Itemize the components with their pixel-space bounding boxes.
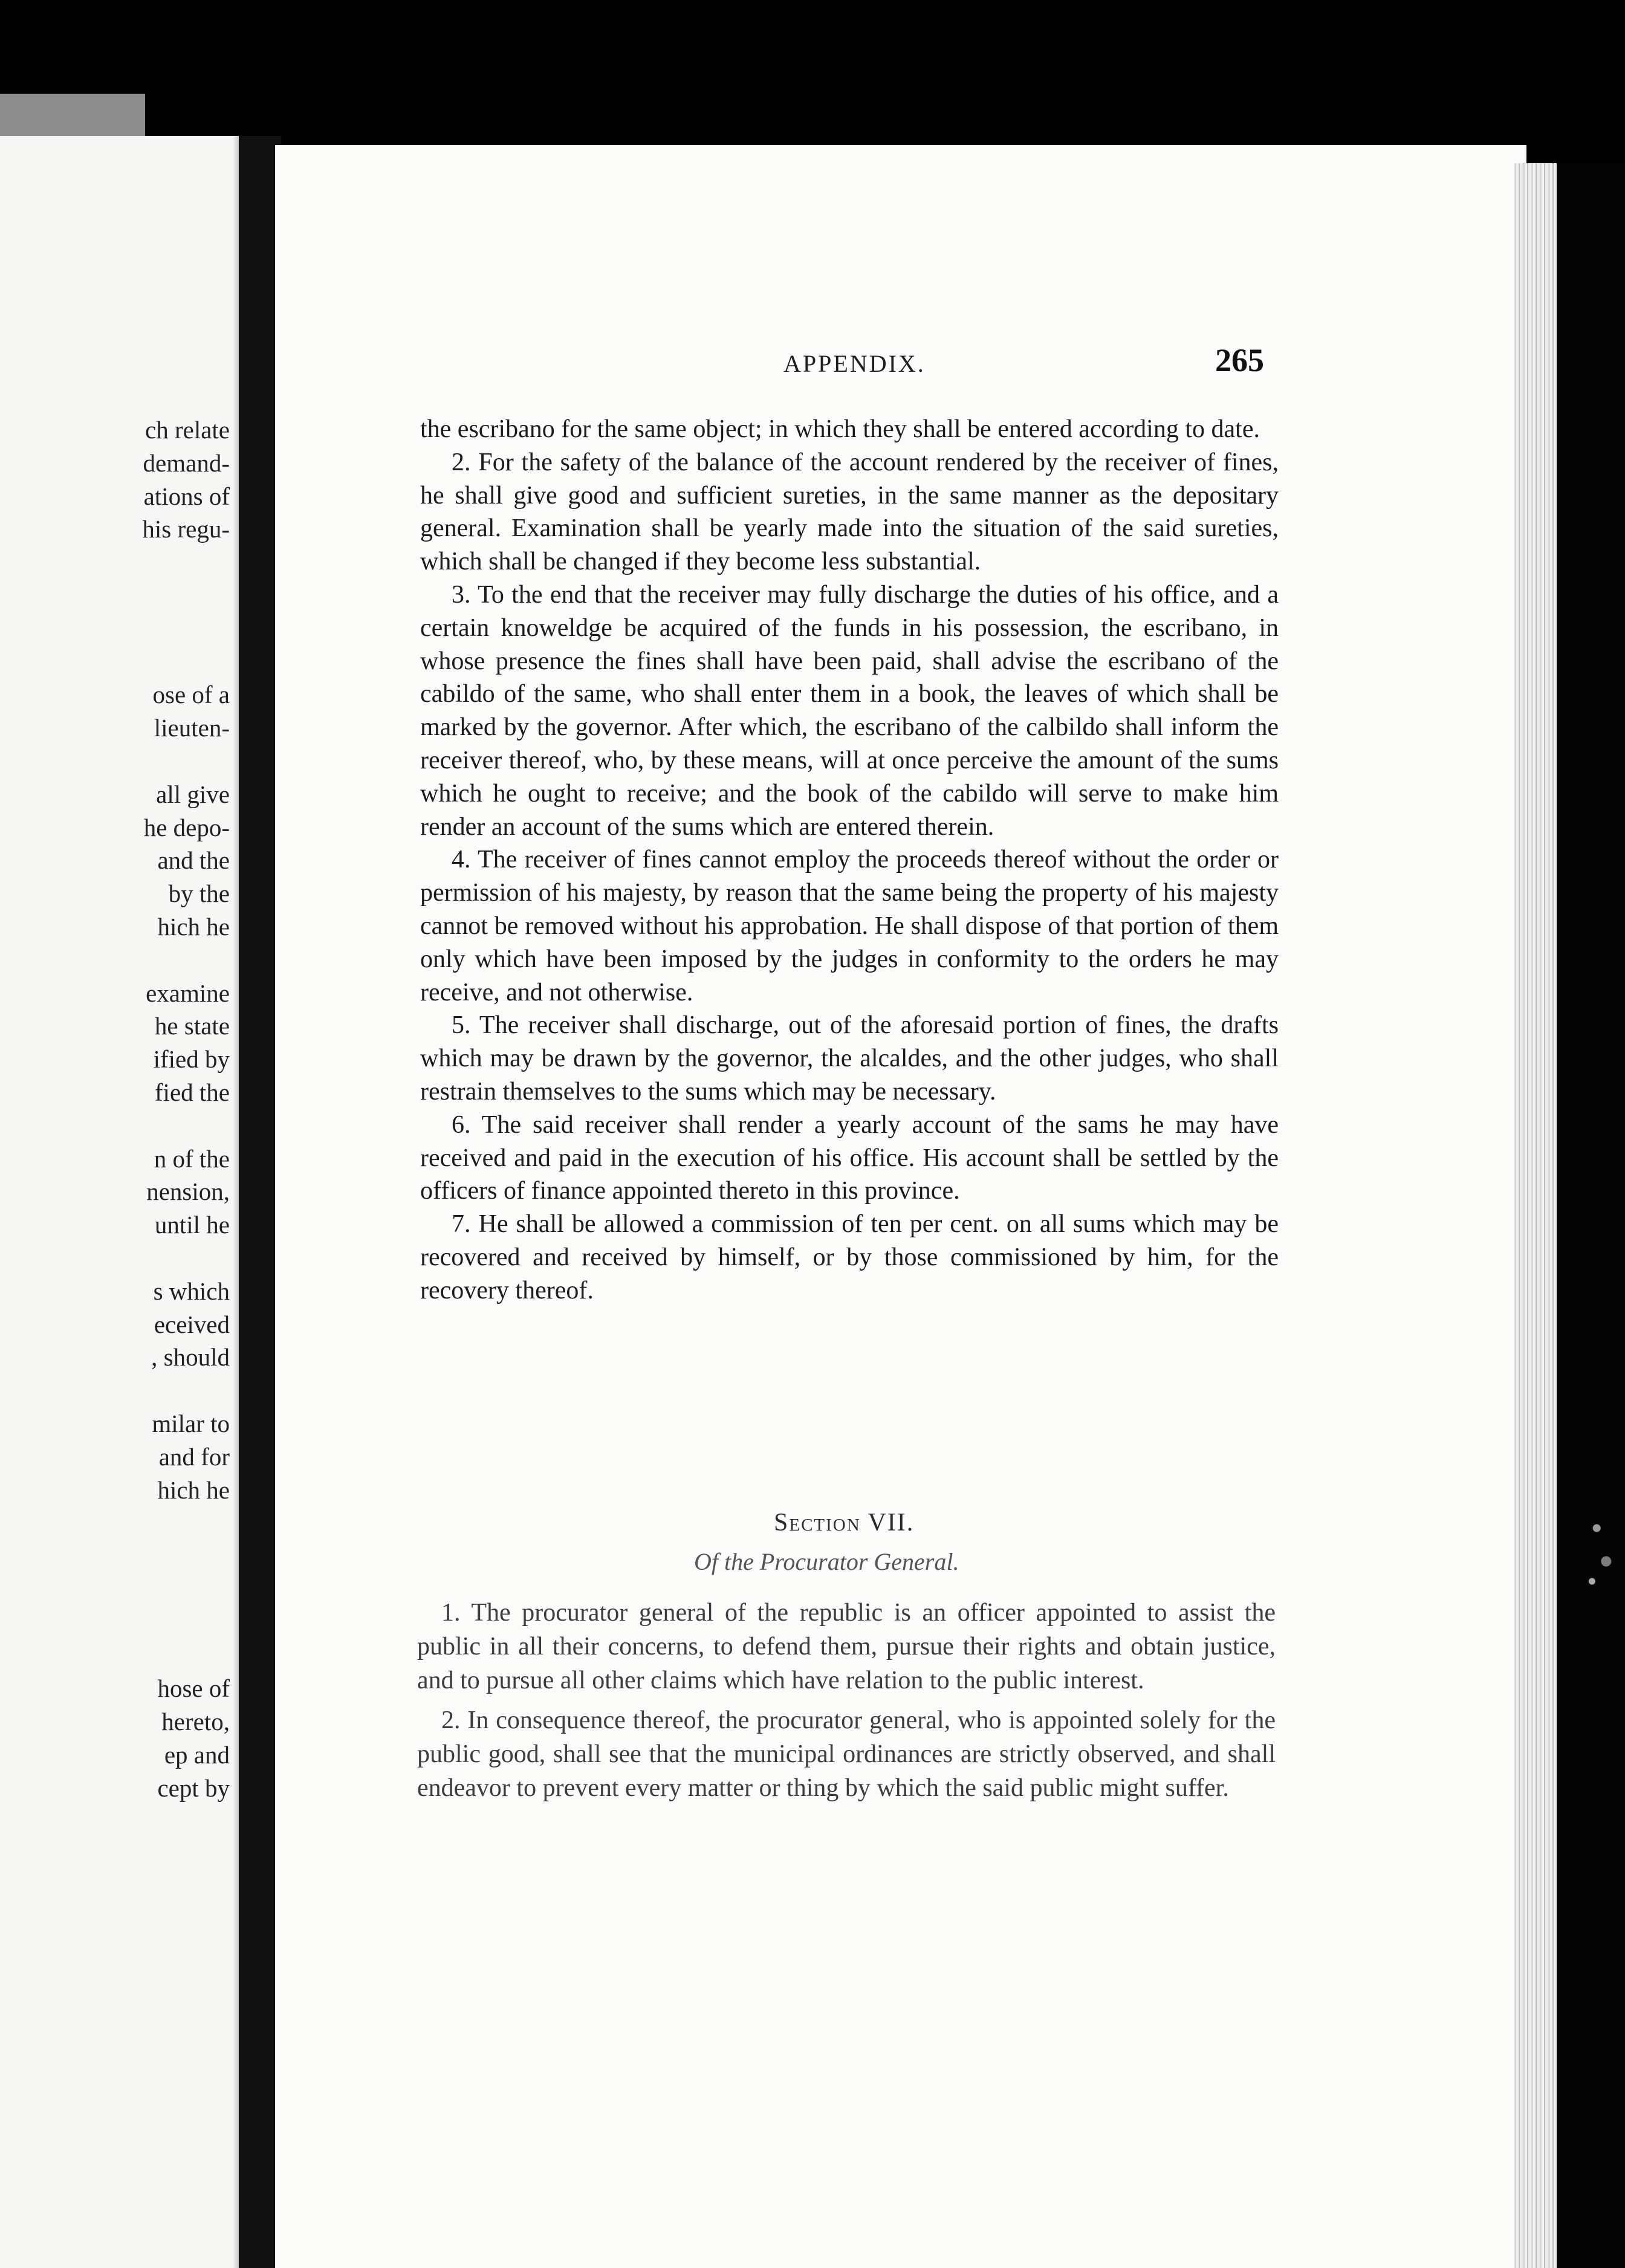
facing-page-line: examine [146,979,230,1007]
page-edges [1514,163,1557,2268]
scan-artifact [1578,1475,1625,1608]
facing-page-line: cept by [157,1774,230,1802]
facing-page-line: hich he [157,913,230,941]
scan-background-right [1557,163,1625,2268]
facing-page-line: ose of a [152,681,230,709]
facing-page-line: , should [151,1343,230,1372]
facing-page-line: his regu- [142,515,230,543]
section-word: Section [774,1509,861,1537]
running-head: APPENDIX. [783,350,926,377]
section-subtitle: Of the Procurator General. [694,1548,959,1575]
facing-page-line: n of the [154,1144,230,1173]
facing-page-line: hereto, [161,1708,230,1736]
paragraph-2: 2. For the safety of the balance of the account rendered by the receiver of fines, he shall give good and sufficient sureties, in the same manner as the depositary general. Examination shall be yearly made into the situation of the said sureties, which shall be changed if they become less substantial. [420,448,1279,576]
facing-page-line: hose of [157,1674,230,1703]
paragraph-3: 3. To the end that the receiver may fully discharge the duties of his office, and a certain knoweldge be acquired of the funds in his possession, the escribano, in whose presence the fines shall have been paid, shall advise the escribano of the cabildo of the same, who shall enter them in a book, the leaves of which shall be marked by the governor. After which, the escribano of the calbildo shall inform the receiver thereof, who, by these means, will at once perceive the amount of the sums which he ought to receive; and the book of the cabildo will serve to make him render an account of the sums which are entered therein. [420,580,1279,841]
facing-page-line: demand- [143,449,230,477]
article-body [420,413,1279,1307]
facing-page-line: by the [168,880,230,908]
facing-page-line: ified by [153,1045,230,1074]
facing-page-line: ations of [143,482,230,510]
section-heading [774,1508,914,1537]
paragraph-7: 7. He shall be allowed a commission of ten per cent. on all sums which may be recovered and received by himself, or by those commissioned by him, for the recovery thereof. [420,1210,1279,1304]
paragraph-continuation: the escribano for the same object; in which they shall be entered according to date. [420,415,1260,443]
facing-page-line: milar to [152,1410,230,1437]
facing-page-line: he state [154,1012,230,1040]
facing-page-line: ep and [164,1741,230,1769]
facing-page-line: until he [154,1211,230,1239]
paragraph-4: 4. The receiver of fines cannot employ the proceeds thereof without the order or permission of his majesty, by reason that the same being the property of his majesty cannot be removed without his approbation. He shall dispose of that portion of them only which have been imposed by the judges in conformity to the orders he may receive, and not otherwise. [420,846,1279,1006]
section-body [417,1596,1276,1811]
facing-page-line: eceived [154,1310,230,1338]
facing-page-line: hich he [157,1476,230,1504]
facing-page-line: s which [153,1277,230,1305]
top-edge-strip [0,94,145,142]
section-paragraph-2: 2. In consequence thereof, the procurator general, who is appointed solely for the public good, shall see that the municipal ordinances are strictly observed, and shall endeavor to prevent every matter or thing by which the said public might suffer. [417,1706,1276,1802]
facing-page-line: fied the [154,1078,230,1106]
facing-page-left [0,136,239,2268]
facing-page-line: and the [157,846,230,875]
section-paragraph-1: 1. The procurator general of the republic is an officer appointed to assist the public in all their concerns, to defend them, pursue their rights and obtain justice, and to pursue all other claims which have relation to the public interest. [417,1599,1276,1694]
facing-page-line: lieuten- [154,714,230,742]
facing-page-line: nension, [146,1178,230,1206]
paragraph-5: 5. The receiver shall discharge, out of the aforesaid portion of fines, the drafts which may be drawn by the governor, the alcaldes, and the other judges, who shall restrain themselves to the sums which may be necessary. [420,1011,1279,1106]
page-number: 265 [1215,342,1264,378]
facing-page-line: he depo- [143,813,230,841]
section-number: VII. [868,1509,915,1537]
facing-page-line: and for [158,1442,230,1471]
facing-page-line: all give [156,780,230,808]
facing-page-line: ch relate [145,416,230,444]
paragraph-6: 6. The said receiver shall render a yearly account of the sams he may have received and paid in the execution of his office. His account shall be settled by the officers of finance appointed thereto in this province. [420,1110,1279,1205]
